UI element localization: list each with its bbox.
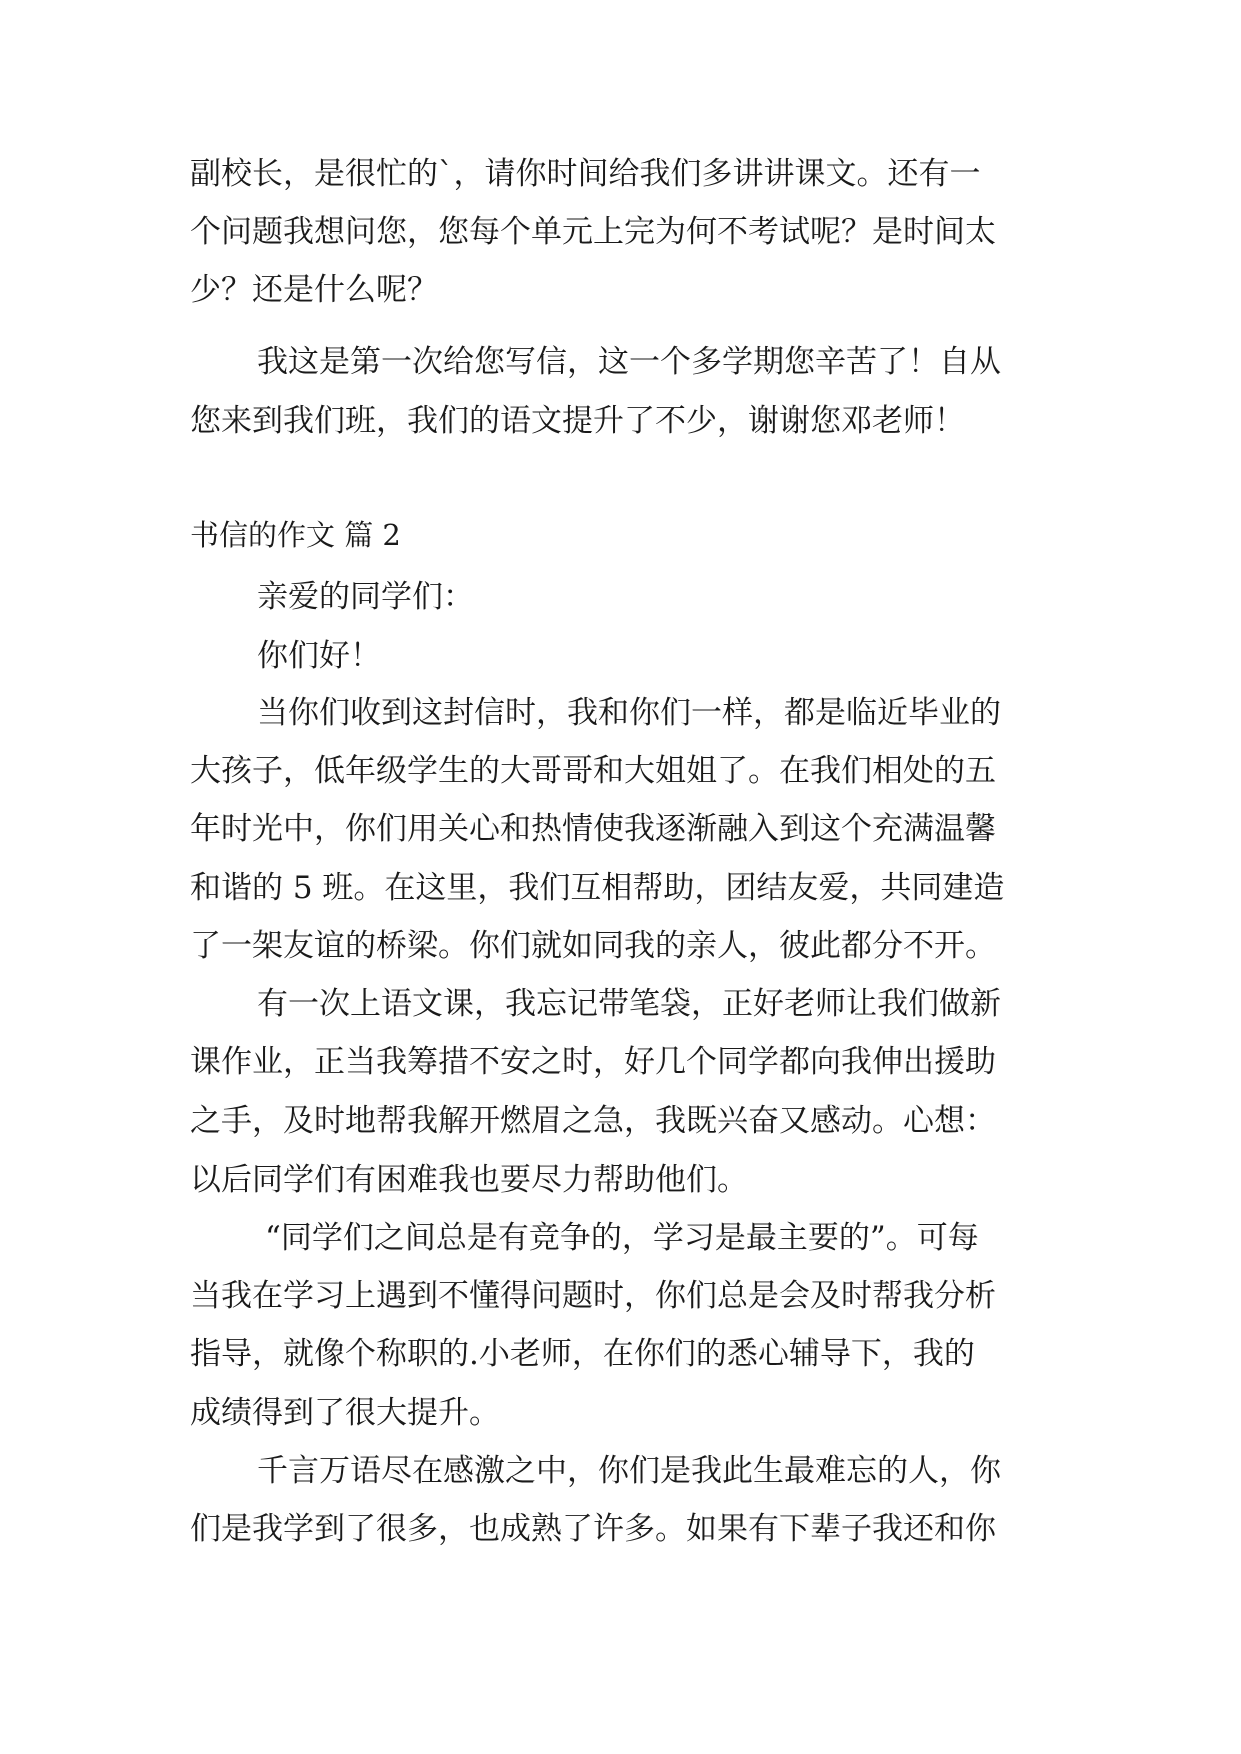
text-line: 和谐的 5 班。在这里，我们互相帮助，团结友爱，共同建造 (190, 870, 1005, 906)
text-line: 大孩子，低年级学生的大哥哥和大姐姐了。在我们相处的五 (190, 753, 996, 789)
text-line: 课作业，正当我筹措不安之时，好几个同学都向我伸出援助 (190, 1044, 996, 1080)
text-line: 了一架友谊的桥梁。你们就如同我的亲人，彼此都分不开。 (190, 928, 996, 964)
text-line: 们是我学到了很多，也成熟了许多。如果有下辈子我还和你 (190, 1511, 996, 1547)
text-line: 之手，及时地帮我解开燃眉之急，我既兴奋又感动。心想： (190, 1103, 996, 1139)
section-heading: 书信的作文 篇 2 (190, 518, 401, 552)
text-line: 少？还是什么呢？ (190, 272, 438, 308)
text-line: “同学们之间总是有竞争的，学习是最主要的”。可每 (265, 1220, 979, 1256)
text-line: 副校长，是很忙的`，请你时间给我们多讲讲课文。还有一 (190, 156, 981, 192)
salutation: 亲爱的同学们： (257, 579, 474, 615)
text-line: 当你们收到这封信时，我和你们一样，都是临近毕业的 (257, 695, 1001, 731)
text-line: 千言万语尽在感激之中，你们是我此生最难忘的人，你 (257, 1453, 1001, 1489)
text-line: 年时光中，你们用关心和热情使我逐渐融入到这个充满温馨 (190, 811, 996, 847)
text-line: 个问题我想问您，您每个单元上完为何不考试呢？是时间太 (190, 214, 996, 250)
text-line: 成绩得到了很大提升。 (190, 1395, 500, 1431)
text-line: 您来到我们班，我们的语文提升了不少，谢谢您邓老师！ (190, 403, 965, 439)
text-line: 当我在学习上遇到不懂得问题时，你们总是会及时帮我分析 (190, 1278, 996, 1314)
text-line: 指导，就像个称职的.小老师，在你们的悉心辅导下，我的 (190, 1336, 975, 1372)
text-line: 以后同学们有困难我也要尽力帮助他们。 (190, 1162, 748, 1198)
text-line: 有一次上语文课，我忘记带笔袋，正好老师让我们做新 (257, 986, 1001, 1022)
text-line: 我这是第一次给您写信，这一个多学期您辛苦了！自从 (257, 344, 1001, 380)
greeting: 你们好！ (257, 638, 381, 674)
